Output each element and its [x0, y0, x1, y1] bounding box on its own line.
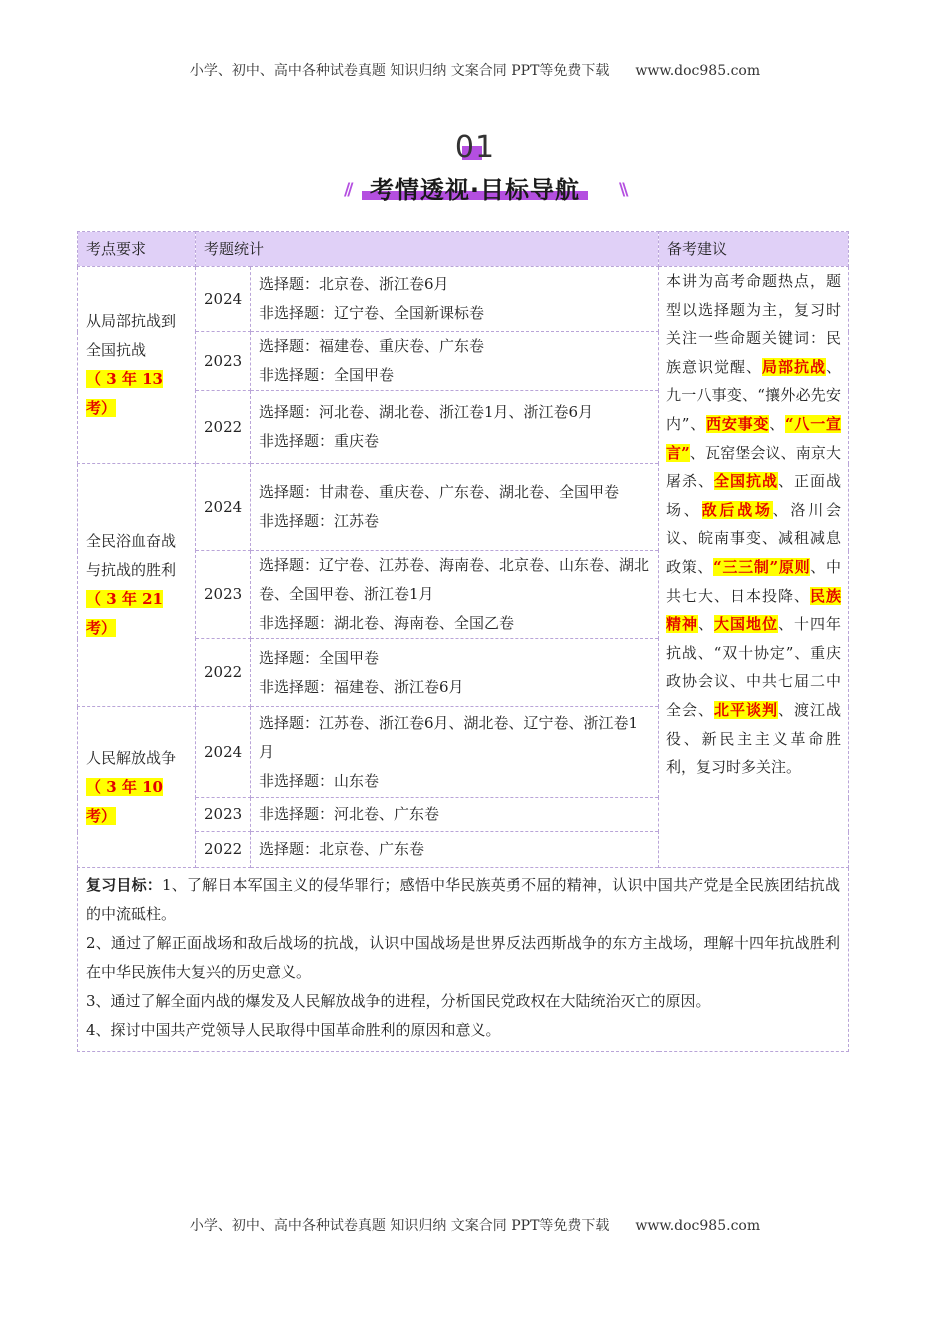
- left-slash-decoration: //: [344, 180, 351, 200]
- header-site-link[interactable]: www.doc985.com: [635, 63, 761, 79]
- topic-cell: [78, 464, 196, 707]
- topic-cell: [78, 707, 196, 868]
- stats-line: 选择题：北京卷、广东卷: [259, 840, 425, 858]
- header-text: 小学、初中、高中各种试卷真题 知识归纳 文案合同 PPT等免费下载: [189, 63, 610, 79]
- stats-line: 选择题：辽宁卷、江苏卷、海南卷、北京卷、山东卷、湖北卷、全国甲卷、浙江卷1月: [259, 556, 650, 603]
- advice-cell: 本讲为高考命题热点，题型以选择题为主，复习时关注一些命题关键词：民族意识觉醒、局部抗战、九一八事变、“攘外必先安内”、西安事变、“八一宣言”、瓦窑堡会议、南京大屠杀、全国抗战、正面战场、敌后战场、洛川会议、皖南事变、减租减息政策、“三三制”原则、中共七大、日本投降、民族精神、大国地位、十四年抗战、“双十协定”、重庆政协会议、中共七届二中全会、北平谈判、渡江战役、新民主主义革命胜利，复习时多关注。: [659, 267, 849, 868]
- topic-count-badge: （ 3 年 21 考）: [86, 590, 163, 637]
- topic-name: 全民浴血奋战与抗战的胜利: [86, 532, 177, 579]
- footer-site-link[interactable]: www.doc985.com: [635, 1218, 761, 1234]
- keyword-highlight: 全国抗战: [714, 472, 778, 491]
- page-header: [0, 60, 950, 80]
- topic-count-badge: （ 3 年 13 考）: [86, 370, 163, 417]
- stats-cell: [251, 332, 659, 391]
- right-slash-decoration: \\: [619, 180, 626, 200]
- header-cell-requirement: 考点要求: [78, 232, 196, 267]
- footer-text: 小学、初中、高中各种试卷真题 知识归纳 文案合同 PPT等免费下载: [189, 1218, 610, 1234]
- goal-text: 1、了解日本军国主义的侵华罪行；感悟中华民族英勇不屈的精神，认识中国共产党是全民族团结抗战的中流砥柱。: [86, 876, 840, 923]
- stats-line: 非选择题：湖北卷、海南卷、全国乙卷: [259, 614, 515, 632]
- section-banner: [0, 128, 950, 206]
- goals-row: [78, 868, 849, 1052]
- stats-cell: [251, 391, 659, 464]
- section-number: 01: [454, 130, 496, 165]
- stats-line: 非选择题：辽宁卷、全国新课标卷: [259, 304, 485, 322]
- year-cell: 2024: [196, 267, 251, 332]
- stats-cell: [251, 464, 659, 551]
- year-cell: 2022: [196, 832, 251, 868]
- year-cell: 2022: [196, 639, 251, 707]
- header-cell-statistics: 考题统计: [196, 232, 659, 267]
- keyword-highlight: 敌后战场: [701, 500, 773, 519]
- stats-cell: [251, 707, 659, 798]
- page-footer: [0, 1215, 950, 1235]
- keyword-highlight: 大国地位: [714, 615, 778, 634]
- stats-line: 非选择题：福建卷、浙江卷6月: [259, 677, 464, 696]
- stats-cell: [251, 832, 659, 868]
- table-row: [78, 267, 849, 332]
- goal-item: 2、通过了解正面战场和敌后战场的抗战，认识中国战场是世界反法西斯战争的东方主战场，理解十四年抗战胜利在中华民族伟大复兴的历史意义。: [86, 934, 841, 981]
- stats-line: 非选择题：山东卷: [259, 771, 380, 790]
- keyword-highlight: 民族精神: [666, 586, 841, 634]
- stats-cell: [251, 267, 659, 332]
- exam-analysis-table: [77, 231, 849, 1052]
- stats-line: 选择题：河北卷、湖北卷、浙江卷1月、浙江卷6月: [259, 403, 594, 421]
- keyword-highlight: 西安事变: [706, 414, 770, 433]
- year-cell: 2024: [196, 707, 251, 798]
- keyword-highlight: 北平谈判: [714, 700, 778, 719]
- table-header-row: [78, 232, 849, 267]
- year-cell: 2023: [196, 332, 251, 391]
- topic-cell: [78, 267, 196, 464]
- year-cell: 2023: [196, 798, 251, 832]
- stats-line: 非选择题：江苏卷: [259, 512, 380, 530]
- goal-item: 4、探讨中国共产党领导人民取得中国革命胜利的原因和意义。: [86, 1021, 501, 1039]
- section-title: 考情透视·目标导航: [369, 176, 581, 204]
- stats-line: 选择题：福建卷、重庆卷、广东卷: [259, 337, 485, 355]
- topic-name: 人民解放战争: [86, 748, 177, 767]
- topic-count-badge: （ 3 年 10 考）: [86, 777, 163, 825]
- keyword-highlight: “三三制”原则: [713, 557, 811, 576]
- stats-line: 选择题：北京卷、浙江卷6月: [259, 275, 449, 293]
- goal-item: 3、通过了解全面内战的爆发及人民解放战争的进程，分析国民党政权在大陆统治灭亡的原因。: [86, 992, 711, 1010]
- keyword-highlight: “八一宣言”: [666, 414, 841, 462]
- goal-item: [86, 871, 840, 929]
- stats-line: 选择题：甘肃卷、重庆卷、广东卷、湖北卷、全国甲卷: [259, 483, 620, 501]
- goals-cell: [78, 868, 849, 1052]
- topic-name: 从局部抗战到全国抗战: [86, 312, 177, 359]
- stats-cell: [251, 551, 659, 639]
- stats-line: 非选择题：重庆卷: [259, 432, 380, 450]
- stats-line: 非选择题：河北卷、广东卷: [259, 805, 440, 823]
- year-cell: 2023: [196, 551, 251, 639]
- year-cell: 2022: [196, 391, 251, 464]
- goals-label: 复习目标：: [86, 876, 162, 894]
- stats-line: 选择题：江苏卷、浙江卷6月、湖北卷、辽宁卷、浙江卷1月: [259, 713, 639, 761]
- stats-cell: [251, 639, 659, 707]
- year-cell: 2024: [196, 464, 251, 551]
- stats-line: 非选择题：全国甲卷: [259, 366, 395, 384]
- stats-line: 选择题：全国甲卷: [259, 648, 380, 667]
- header-cell-advice: 备考建议: [659, 232, 849, 267]
- keyword-highlight: 局部抗战: [762, 357, 826, 376]
- stats-cell: [251, 798, 659, 832]
